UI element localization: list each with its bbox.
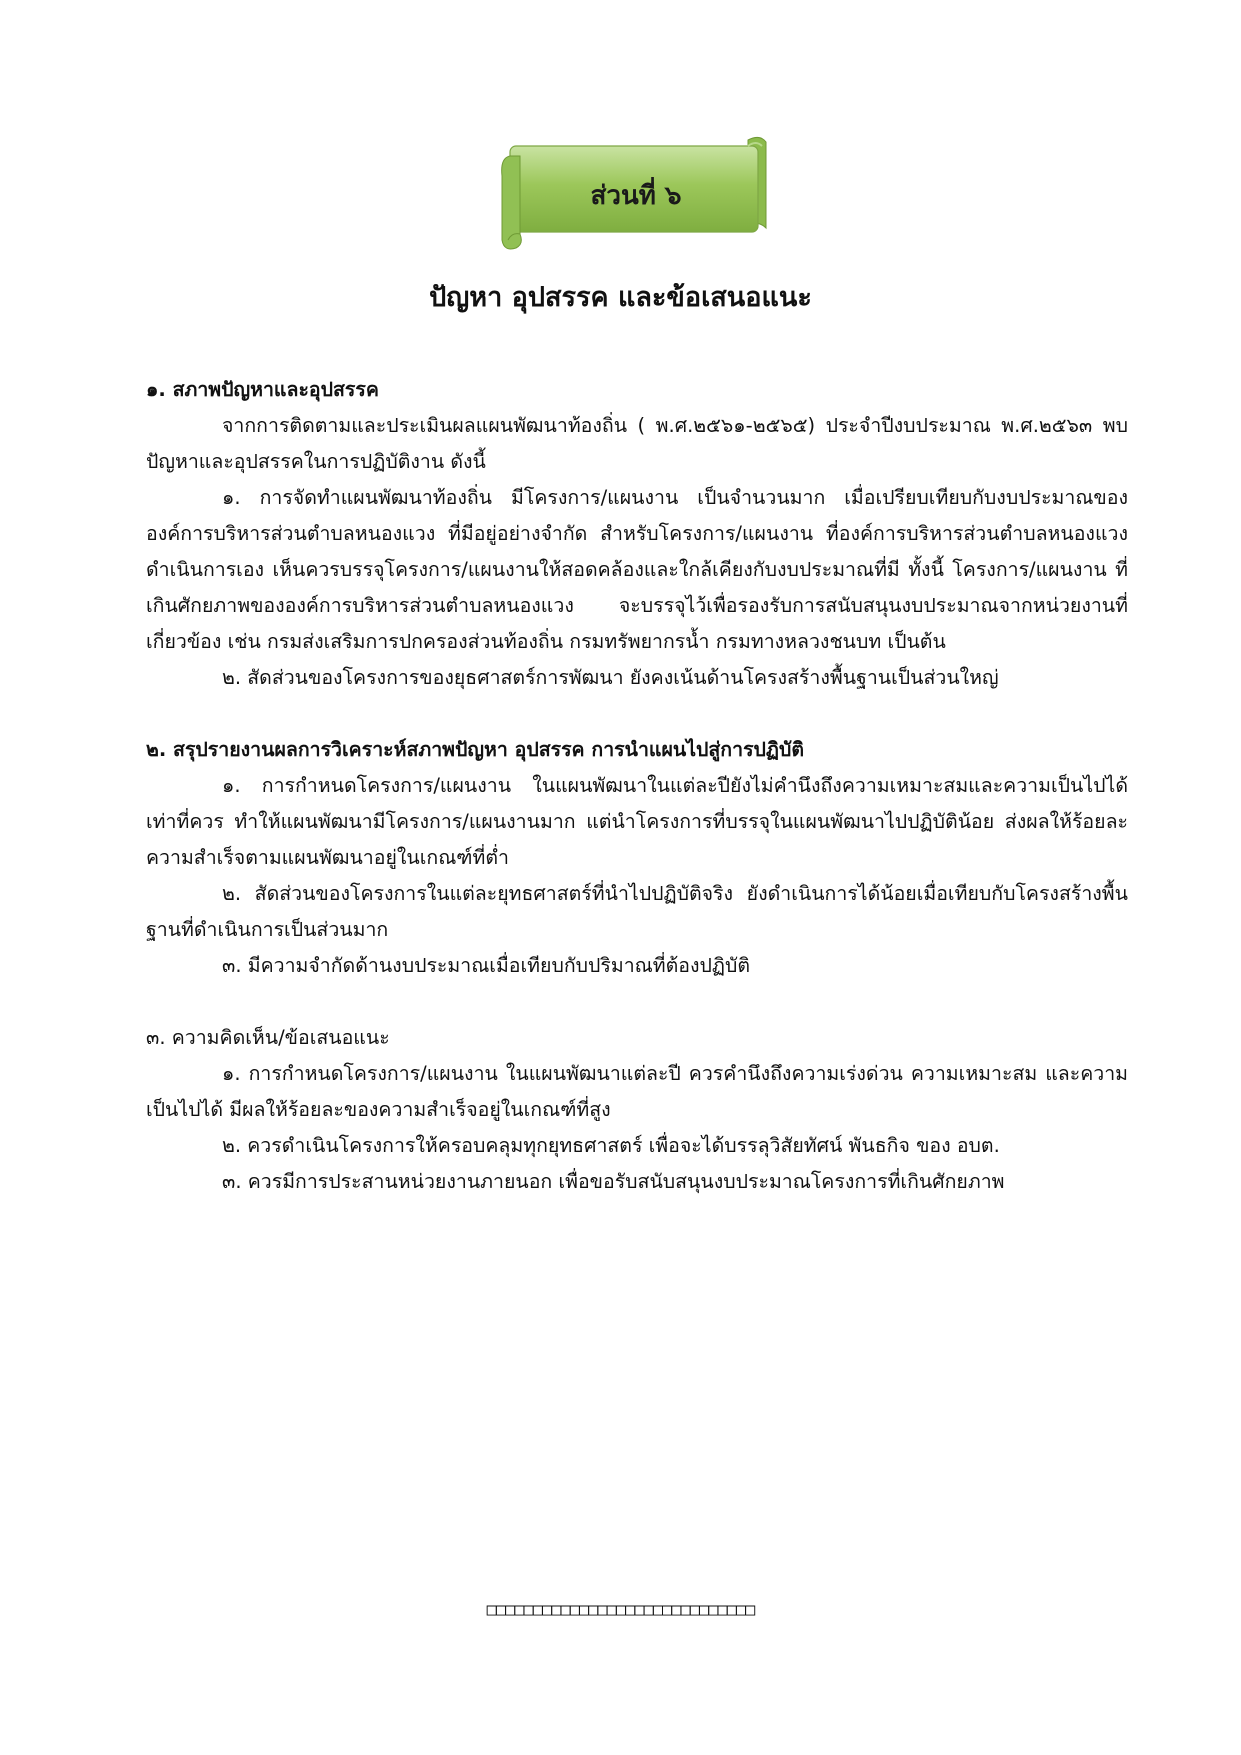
section-heading-suggestions: ๓. ความคิดเห็น/ข้อเสนอแนะ bbox=[146, 1026, 390, 1049]
section-number-label: ส่วนที่ ๖ bbox=[590, 180, 682, 211]
paragraph: ๑. การกำหนดโครงการ/แผนงาน ในแผนพัฒนาในแต่ละปียังไม่คำนึงถึงความเหมาะสมและความเป็นไปได้เท่าที่ควร ทำให้แผนพัฒนามีโครงการ/แผนงานมาก แต่นำโครงการที่บรรจุในแผนพัฒนาไปปฏิบัติน้อย ส่งผลให้ร้อยละความสำเร็จตามแผนพัฒนาอยู่ในเกณฑ์ที่ต่ำ bbox=[146, 774, 1128, 869]
footer-placeholder-marks: □□□□□□□□□□□□□□□□□□□□□□□□□□□□□ bbox=[486, 1600, 755, 1620]
document-body bbox=[146, 372, 1128, 1200]
paragraph: ๒. สัดส่วนของโครงการของยุธศาสตร์การพัฒนา ยังคงเน้นด้านโครงสร้างพื้นฐานเป็นส่วนใหญ่ bbox=[222, 666, 999, 689]
paragraph: ๓. ควรมีการประสานหน่วยงานภายนอก เพื่อขอรับสนับสนุนงบประมาณโครงการที่เกินศักยภาพ bbox=[222, 1170, 1005, 1193]
paragraph: ๒. ควรดำเนินโครงการให้ครอบคลุมทุกยุทธศาสตร์ เพื่อจะได้บรรลุวิสัยทัศน์ พันธกิจ ของ อบต. bbox=[222, 1134, 1000, 1157]
paragraph: จากการติดตามและประเมินผลแผนพัฒนาท้องถิ่น ( พ.ศ.๒๕๖๑-๒๕๖๕) ประจำปีงบประมาณ พ.ศ.๒๕๖๓ พบปัญหาและอุปสรรคในการปฏิบัติงาน ดังนี้ bbox=[146, 414, 1128, 473]
section-banner bbox=[498, 136, 773, 256]
section-heading-problems: ๑. สภาพปัญหาและอุปสรรค bbox=[146, 378, 379, 401]
section-heading-summary: ๒. สรุปรายงานผลการวิเคราะห์สภาพปัญหา อุปสรรค การนำแผนไปสู่การปฏิบัติ bbox=[146, 738, 805, 761]
paragraph: ๒. สัดส่วนของโครงการในแต่ละยุทธศาสตร์ที่นำไปปฏิบัติจริง ยังดำเนินการได้น้อยเมื่อเทียบกับโครงสร้างพื้นฐานที่ดำเนินการเป็นส่วนมาก bbox=[146, 882, 1128, 941]
paragraph: ๑. การจัดทำแผนพัฒนาท้องถิ่น มีโครงการ/แผนงาน เป็นจำนวนมาก เมื่อเปรียบเทียบกับงบประมาณขององค์การบริหารส่วนตำบลหนองแวง ที่มีอยู่อย่างจำกัด สำหรับโครงการ/แผนงาน ที่องค์การบริหารส่วนตำบลหนองแวงดำเนินการเอง เห็นควรบรรจุโครงการ/แผนงานให้สอดคล้องและใกล้เคียงกับงบประมาณที่มี ทั้งนี้ โครงการ/แผนงาน ที่เกินศักยภาพขององค์การบริหารส่วนตำบลหนองแวง จะบรรจุไว้เพื่อรองรับการสนับสนุนงบประมาณจากหน่วยงานที่เกี่ยวข้อง เช่น กรมส่งเสริมการปกครองส่วนท้องถิ่น กรมทรัพยากรน้ำ กรมทางหลวงชนบท เป็นต้น bbox=[146, 486, 1128, 653]
page-title: ปัญหา อุปสรรค และข้อเสนอแนะ bbox=[429, 282, 812, 313]
paragraph: ๑. การกำหนดโครงการ/แผนงาน ในแผนพัฒนาแต่ละปี ควรคำนึงถึงความเร่งด่วน ความเหมาะสม และความเป็นไปได้ มีผลให้ร้อยละของความสำเร็จอยู่ในเกณฑ์ที่สูง bbox=[146, 1062, 1128, 1121]
paragraph: ๓. มีความจำกัดด้านงบประมาณเมื่อเทียบกับปริมาณที่ต้องปฏิบัติ bbox=[222, 954, 751, 977]
